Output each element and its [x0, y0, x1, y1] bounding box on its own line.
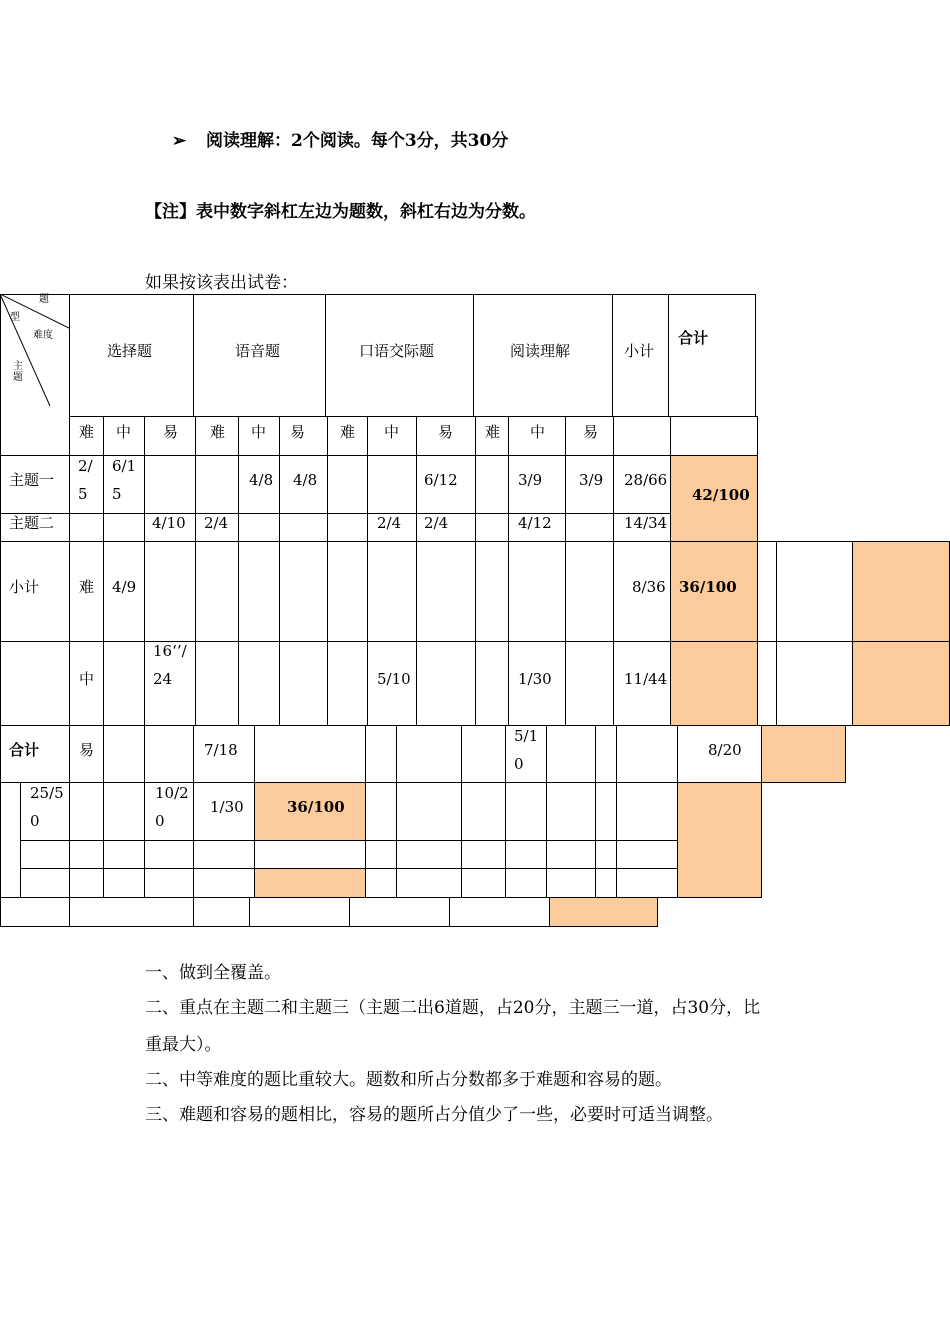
table-cell: 11/44 — [624, 670, 668, 688]
table-cell: 1/30 — [518, 670, 552, 688]
paragraph: 一、做到全覆盖。 — [145, 963, 281, 983]
level-hard: 难 — [485, 423, 501, 441]
side-fill — [853, 542, 950, 726]
table-cell: 2/4 — [204, 514, 229, 532]
level-medium: 中 — [116, 423, 132, 441]
table-cell: 6/15 — [112, 457, 137, 503]
table-cell: 6/12 — [424, 471, 458, 489]
table-cell: 25/50 — [30, 784, 64, 830]
row-label: 主题二 — [9, 514, 55, 532]
table-cell: 8/36 — [632, 578, 666, 596]
row-level: 易 — [79, 741, 95, 759]
side-fill — [762, 726, 846, 783]
table-cell: 1/30 — [210, 798, 244, 816]
table-cell: 2/5 — [78, 457, 93, 503]
level-hard: 难 — [79, 423, 95, 441]
table-cell: 3/9 — [518, 471, 543, 489]
table-cell: 4/10 — [152, 514, 186, 532]
corner-label-ti: 题 — [39, 294, 49, 305]
level-easy: 易 — [163, 423, 179, 441]
intro-text: 如果按该表出试卷： — [145, 273, 298, 293]
header-phonetics: 语音题 — [235, 342, 281, 360]
bullet-line — [172, 126, 508, 151]
row-level: 中 — [79, 670, 95, 688]
level-medium: 中 — [384, 423, 400, 441]
level-hard: 难 — [340, 423, 356, 441]
header-choice: 选择题 — [107, 342, 153, 360]
total-value: 36/100 — [679, 578, 737, 596]
level-easy: 易 — [583, 423, 599, 441]
header-total: 合计 — [678, 329, 709, 347]
side-fill — [678, 783, 762, 897]
row-label: 小计 — [9, 578, 40, 596]
row-level: 难 — [79, 578, 95, 596]
corner-label-ti2: 题 — [13, 372, 23, 383]
table-cell: 2/4 — [377, 514, 402, 532]
total-value: 42/100 — [692, 486, 750, 504]
header-communication: 口语交际题 — [359, 342, 435, 360]
table-cell: 7/18 — [204, 741, 238, 759]
corner-label-zhu: 主 — [13, 361, 23, 372]
level-easy: 易 — [438, 423, 454, 441]
side-fill — [255, 869, 366, 897]
note-text: 【注】表中数字斜杠左边为题数，斜杠右边为分数。 — [145, 202, 536, 222]
header-subtotal: 小计 — [624, 342, 655, 360]
row-label: 主题一 — [9, 471, 55, 489]
corner-label-difficulty: 难度 — [33, 330, 53, 341]
row-label: 合计 — [9, 741, 40, 759]
total-value: 36/100 — [287, 798, 345, 816]
table-cell: 5/10 — [514, 727, 539, 773]
corner-label-xing: 型 — [10, 312, 20, 323]
total-fill — [671, 542, 757, 726]
table-cell: 28/66 — [624, 471, 668, 489]
header-reading: 阅读理解 — [510, 342, 571, 360]
level-easy: 易 — [290, 423, 306, 441]
paragraph: 二、中等难度的题比重较大。题数和所占分数都多于难题和容易的题。 — [145, 1070, 672, 1090]
paragraph: 重最大）。 — [145, 1035, 222, 1055]
paragraph: 三、难题和容易的题相比，容易的题所占分值少了一些，必要时可适当调整。 — [145, 1105, 723, 1125]
table-cell: 8/20 — [708, 741, 742, 759]
table-cell: 3/9 — [579, 471, 604, 489]
level-medium: 中 — [530, 423, 546, 441]
table-cell: 4/9 — [112, 578, 137, 596]
table-cell: 10/20 — [155, 784, 189, 830]
level-hard: 难 — [210, 423, 226, 441]
bullet-text: 阅读理解：2个阅读。每个3分，共30分 — [206, 131, 509, 151]
table-cell: 16‘’/24 — [153, 642, 187, 688]
table-cell: 4/8 — [293, 471, 318, 489]
level-medium: 中 — [251, 423, 267, 441]
side-fill — [550, 898, 658, 926]
paragraph: 二、重点在主题二和主题三（主题二出6道题，占20分，主题三一道，占30分，比 — [145, 998, 761, 1018]
table-cell: 2/4 — [424, 514, 449, 532]
table-cell: 4/8 — [249, 471, 274, 489]
table-cell: 14/34 — [624, 514, 668, 532]
table-cell: 4/12 — [518, 514, 552, 532]
table-cell: 5/10 — [377, 670, 411, 688]
arrow-bullet-icon: ➢ — [172, 131, 187, 151]
